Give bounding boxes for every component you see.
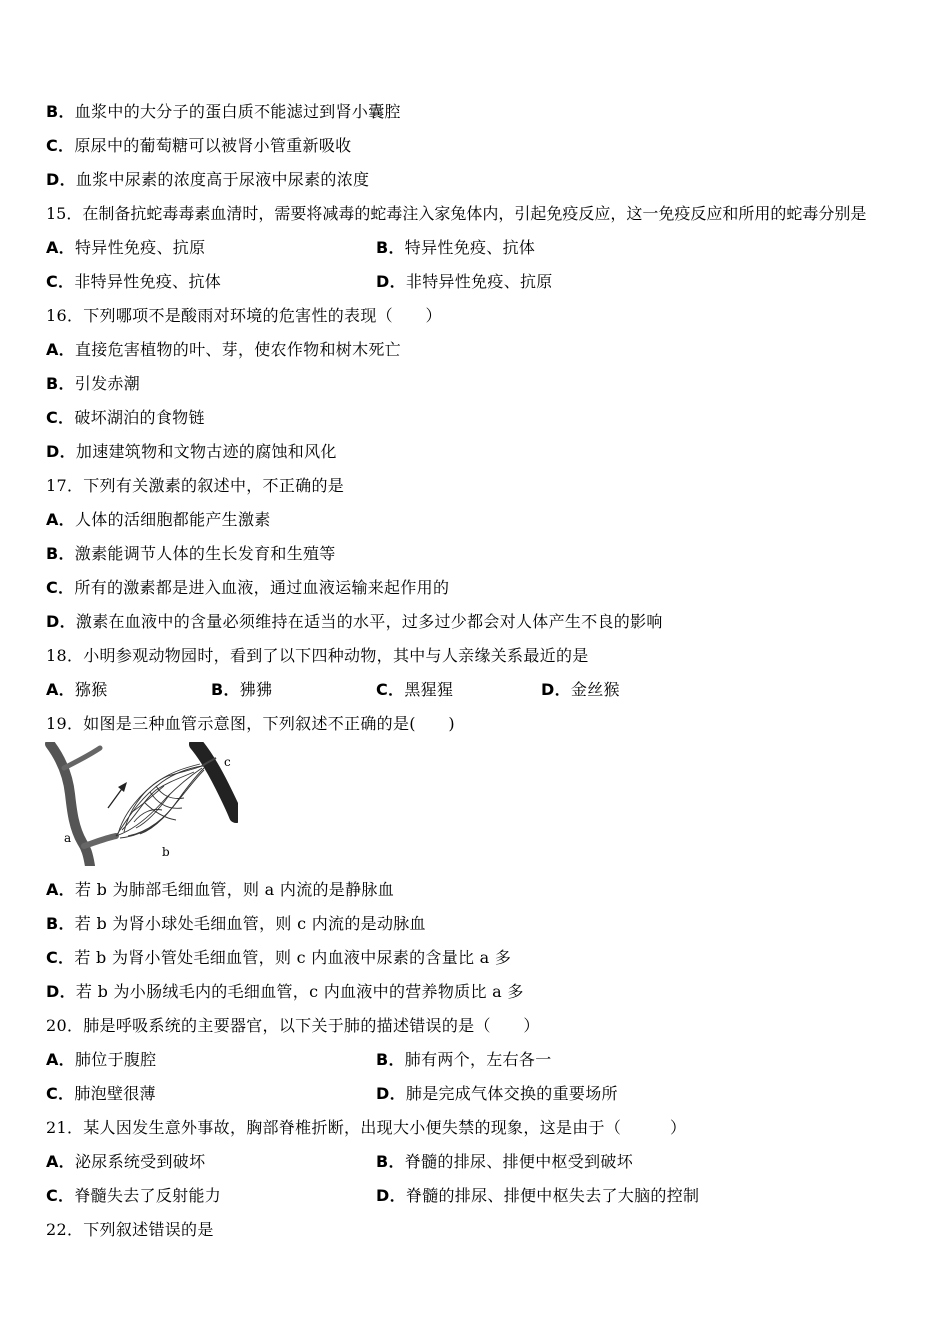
q20-option-d: D．肺是完成气体交换的重要场所 [376,1084,618,1103]
q18-option-c: C．黑猩猩 [376,680,454,699]
q21-option-a: A．泌尿系统受到破坏 [46,1152,206,1171]
q18-stem: 18．小明参观动物园时，看到了以下四种动物，其中与人亲缘关系最近的是 [46,646,589,665]
vessel-a-to-b [84,836,116,846]
q19-stem: 19．如图是三种血管示意图，下列叙述不正确的是( ) [46,714,455,733]
q19-option-d: D．若 b 为小肠绒毛内的毛细血管，c 内血液中的营养物质比 a 多 [46,982,524,1001]
q18-option-d: D．金丝猴 [541,680,620,699]
q20-option-c: C．肺泡壁很薄 [46,1084,156,1103]
q15-stem: 15．在制备抗蛇毒毒素血清时，需要将减毒的蛇毒注入家兔体内，引起免疫反应，这一免疫反应和所用的蛇毒分别是 [46,204,867,223]
vessel-a-branch [64,748,100,768]
q18-option-a: A．猕猴 [46,680,108,699]
q19-option-b: B．若 b 为肾小球处毛细血管，则 c 内流的是动脉血 [46,914,426,933]
q17-option-d: D．激素在血液中的含量必须维持在适当的水平，过多过少都会对人体产生不良的影响 [46,612,663,631]
q21-option-b: B．脊髓的排尿、排便中枢受到破坏 [376,1152,633,1171]
q16-stem: 16．下列哪项不是酸雨对环境的危害性的表现（ ） [46,306,442,325]
q21-stem: 21．某人因发生意外事故，胸部脊椎折断，出现大小便失禁的现象，这是由于（ ） [46,1118,687,1137]
q16-option-a: A．直接危害植物的叶、芽，使农作物和树木死亡 [46,340,401,359]
q19-option-a: A．若 b 为肺部毛细血管，则 a 内流的是静脉血 [46,880,395,899]
q14-option-d: D．血浆中尿素的浓度高于尿液中尿素的浓度 [46,170,370,189]
q15-option-d: D．非特异性免疫、抗原 [376,272,553,291]
q21-option-d: D．脊髓的排尿、排便中枢失去了大脑的控制 [376,1186,700,1205]
label-a: a [64,831,72,845]
q17-option-a: A．人体的活细胞都能产生激素 [46,510,271,529]
q22-stem: 22．下列叙述错误的是 [46,1220,214,1239]
q20-option-b: B．肺有两个，左右各一 [376,1050,552,1069]
blood-vessel-figure [44,742,238,866]
q16-option-c: C．破坏湖泊的食物链 [46,408,205,427]
q17-option-b: B．激素能调节人体的生长发育和生殖等 [46,544,336,563]
q14-option-b: B．血浆中的大分子的蛋白质不能滤过到肾小囊腔 [46,102,401,121]
blood-vessel-diagram [44,742,238,866]
q15-option-b: B．特异性免疫、抗体 [376,238,536,257]
q15-option-a: A．特异性免疫、抗原 [46,238,206,257]
q17-stem: 17．下列有关激素的叙述中，不正确的是 [46,476,345,495]
q15-option-c: C．非特异性免疫、抗体 [46,272,222,291]
label-b: b [162,845,170,859]
q17-option-c: C．所有的激素都是进入血液，通过血液运输来起作用的 [46,578,450,597]
q20-option-a: A．肺位于腹腔 [46,1050,157,1069]
q14-option-c: C．原尿中的葡萄糖可以被肾小管重新吸收 [46,136,352,155]
q19-option-c: C．若 b 为肾小管处毛细血管，则 c 内血液中尿素的含量比 a 多 [46,948,512,967]
flow-arrow-head [118,782,127,792]
label-c: c [224,755,231,769]
q18-option-b: B．狒狒 [211,680,273,699]
capillary-network-b [116,764,204,838]
q16-option-d: D．加速建筑物和文物古迹的腐蚀和风化 [46,442,337,461]
q16-option-b: B．引发赤潮 [46,374,140,393]
q20-stem: 20．肺是呼吸系统的主要器官，以下关于肺的描述错误的是（ ） [46,1016,540,1035]
q21-option-c: C．脊髓失去了反射能力 [46,1186,222,1205]
